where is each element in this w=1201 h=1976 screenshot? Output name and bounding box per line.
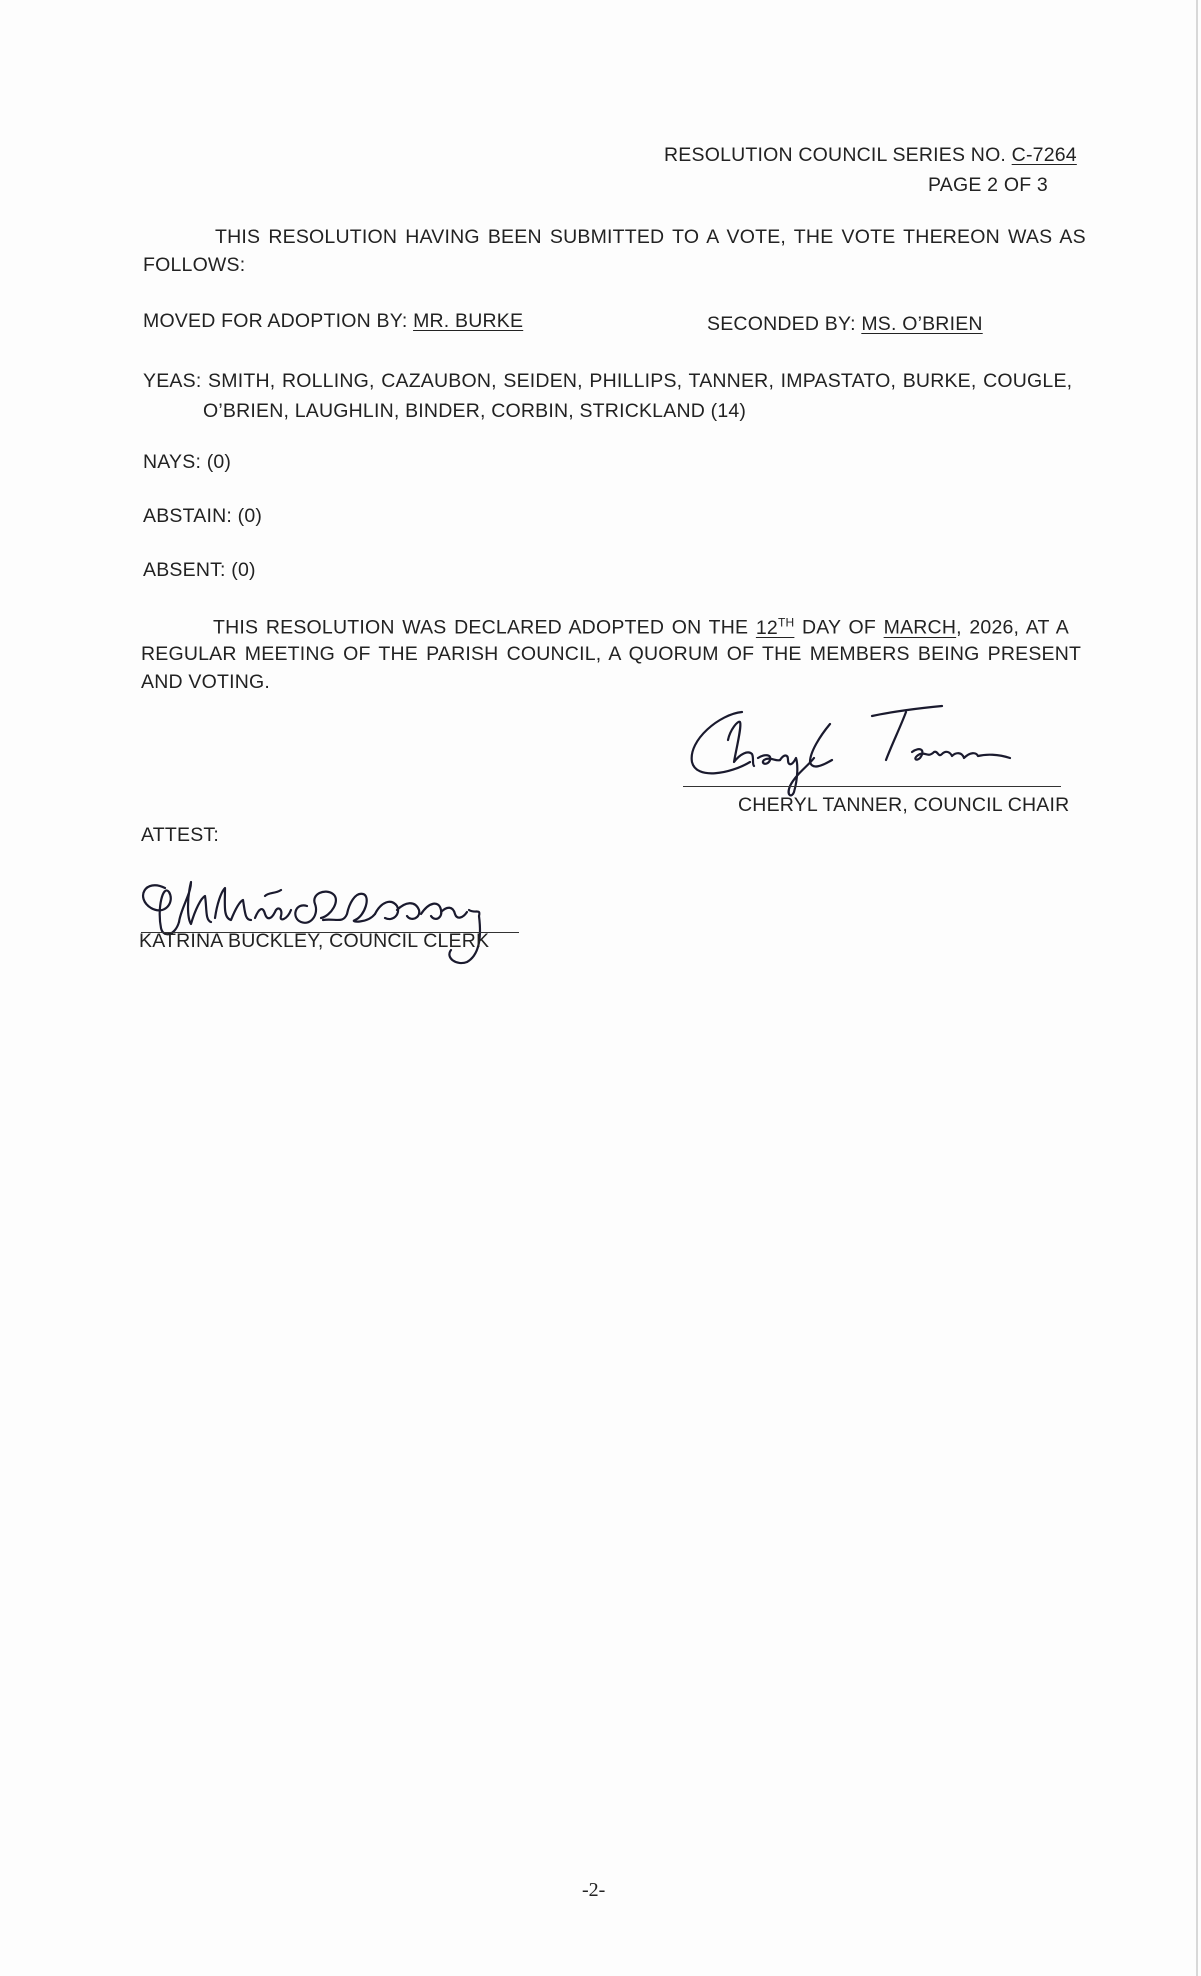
nays-count: NAYS: (0) [143, 451, 232, 473]
vote-intro-line-1: THIS RESOLUTION HAVING BEEN SUBMITTED TO A VOTE, THE VOTE THEREON WAS AS [215, 226, 1086, 248]
moved-label: MOVED FOR ADOPTION BY: [143, 310, 414, 332]
absent-count: ABSENT: (0) [143, 559, 256, 581]
adoption-day-suffix: TH [777, 615, 795, 629]
seconded-by-value: MS. O’BRIEN [861, 313, 983, 335]
series-header [664, 146, 1077, 166]
moved-by-value: MR. BURKE [413, 310, 524, 332]
adoption-month: MARCH [883, 616, 957, 639]
adoption-line-1 [213, 616, 1069, 638]
adoption-text-c: , 2026, AT A [956, 616, 1069, 639]
moved-for-adoption [143, 312, 523, 332]
page-indicator: PAGE 2 OF 3 [928, 174, 1048, 196]
series-number: C-7264 [1011, 144, 1077, 166]
seconded-by [707, 315, 983, 335]
page-number: -2- [582, 1879, 606, 1901]
adoption-text-b: DAY OF [794, 616, 884, 639]
yeas-line-2: O’BRIEN, LAUGHLIN, BINDER, CORBIN, STRICKLAND (14) [203, 400, 747, 422]
chair-name: CHERYL TANNER, COUNCIL CHAIR [738, 794, 1070, 816]
adoption-day [756, 617, 795, 639]
vote-intro-line-2: FOLLOWS: [143, 254, 246, 276]
seconded-label: SECONDED BY: [707, 313, 862, 335]
adoption-line-2: REGULAR MEETING OF THE PARISH COUNCIL, A QUORUM OF THE MEMBERS BEING PRESENT [141, 643, 1082, 665]
scan-edge [1196, 0, 1198, 1976]
chair-signature-line [683, 786, 1061, 787]
adoption-line-3: AND VOTING. [141, 671, 270, 693]
abstain-count: ABSTAIN: (0) [143, 505, 263, 527]
chair-signature [680, 700, 1060, 800]
series-label: RESOLUTION COUNCIL SERIES NO. [664, 144, 1012, 166]
clerk-name: KATRINA BUCKLEY, COUNCIL CLERK [139, 930, 490, 952]
adoption-day-number: 12 [755, 616, 778, 639]
adoption-text-a: THIS RESOLUTION WAS DECLARED ADOPTED ON THE [213, 616, 756, 639]
yeas-line-1: YEAS: SMITH, ROLLING, CAZAUBON, SEIDEN, PHILLIPS, TANNER, IMPASTATO, BURKE, COUGLE, [143, 370, 1073, 392]
attest-label: ATTEST: [141, 824, 219, 846]
